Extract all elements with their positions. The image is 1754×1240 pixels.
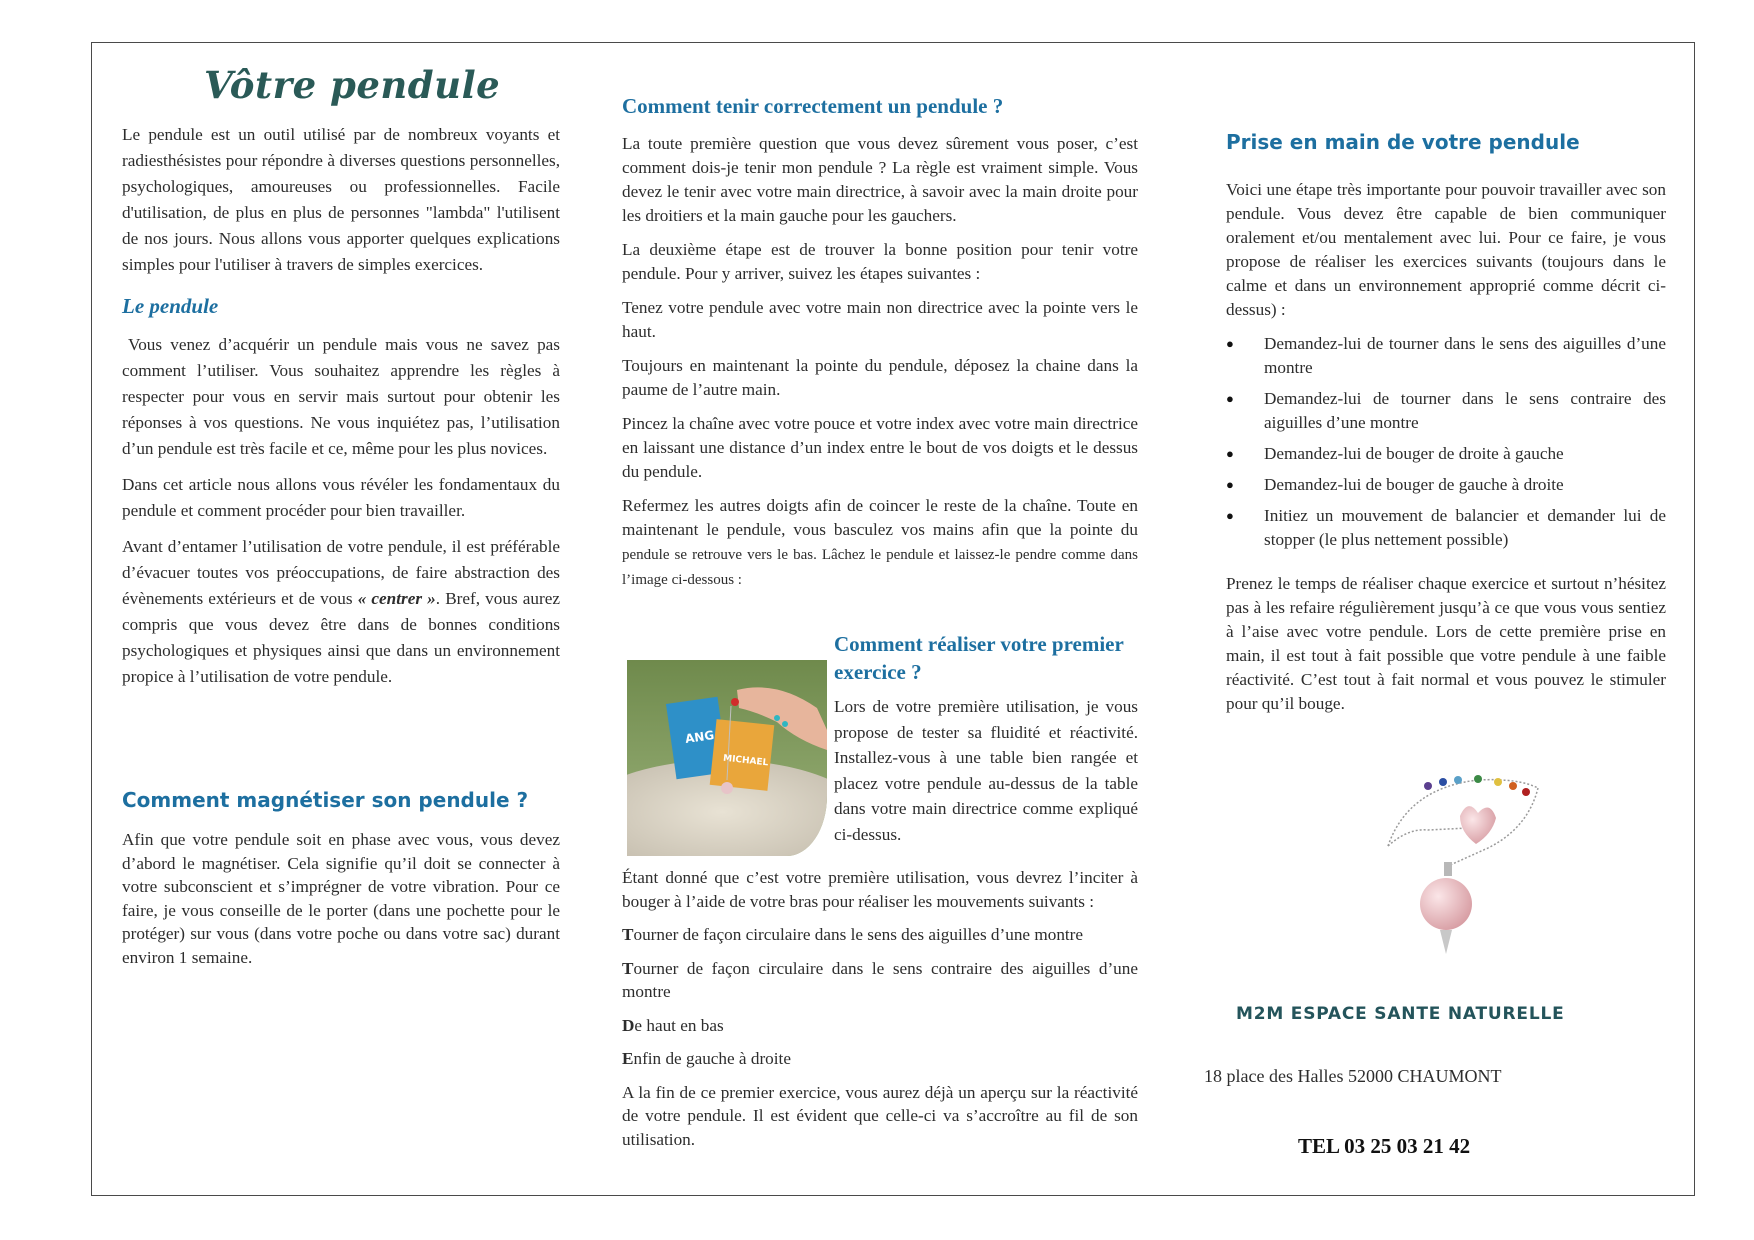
- emphasis-centrer: « centrer »: [357, 589, 436, 608]
- business-phone: TEL 03 25 03 21 42: [1298, 1134, 1471, 1158]
- page-title: Vôtre pendule: [204, 63, 501, 107]
- photo-box-label-1: ANG: [684, 728, 716, 746]
- photo-box-label-2: MICHAEL: [722, 753, 769, 769]
- heading-le-pendule: Le pendule: [122, 294, 219, 318]
- column-middle: [622, 92, 1138, 602]
- text-segment-small: pendule se retrouve vers le bas. Lâchez le pendule et laissez-le pendre comme dans l’image ci-dessous :: [622, 547, 1138, 588]
- paragraph-pratique: Prenez le temps de réaliser chaque exercice et surtout n’hésitez pas à les refaire régulièrement jusqu’à ce que vous vous sentiez à l’aise avec votre pendule. Lors de cette première prise en main, il est tout à fait possible que votre pendule à une faible réactivité. C’est tout à fait normal et vous pouvez le stimuler pour qu’il bouge.: [1226, 574, 1666, 713]
- step-4: [622, 494, 1138, 592]
- paragraph-position: La deuxième étape est de trouver la bonne position pour tenir votre pendule. Pour y arriver, suivez les étapes suivantes :: [622, 240, 1138, 283]
- movements-section: [622, 866, 1138, 1161]
- column-left: [122, 62, 560, 979]
- pendulum-photo: [627, 660, 827, 856]
- list-item: ● Demandez-lui de bouger de gauche à droite: [1226, 473, 1666, 497]
- exercise-section: [834, 630, 1138, 857]
- movement-3: De haut en bas: [622, 1015, 724, 1035]
- column-right: [1226, 128, 1666, 726]
- step-3: Pincez la chaîne avec votre pouce et votre index avec votre main directrice en laissant une distance d’un index entre le bout de vos doigts et le dessus du pendule.: [622, 414, 1138, 481]
- step-2: Toujours en maintenant la pointe du pendule, déposez la chaine dans la paume de l’autre main.: [622, 356, 1138, 399]
- paragraph-magnetiser: Afin que votre pendule soit en phase avec vous, vous devez d’abord le magnétiser. Cela signifie qu’il doit se connecter à votre subconscient et s’imprégner de votre vibration. Pour ce faire, je vous conseille de le porter (dans une pochette pour le protéger) sur vous (dans votre poche ou dans votre sac) durant environ 1 semaine.: [122, 830, 560, 967]
- paragraph-conclusion: A la fin de ce premier exercice, vous aurez déjà un aperçu sur la réactivité de votre pendule. Il est évident que celle-ci va s’accroître au fil de son utilisation.: [622, 1082, 1138, 1149]
- paragraph-question: La toute première question que vous devez sûrement vous poser, c’est comment dois-je tenir mon pendule ? La règle est vraiment simple. Vous devez le tenir avec votre main directrice, à savoir avec la main droite pour les droitiers et la main gauche pour les gauchers.: [622, 134, 1138, 225]
- text-segment: Refermez les autres doigts afin de coincer le reste de la chaîne. Toute en maintenant le pendule, vous basculez vos mains afin que la pointe du: [622, 496, 1138, 539]
- paragraph-acquisition: Vous venez d’acquérir un pendule mais vous ne savez pas comment l’utiliser. Vous souhaitez apprendre les règles à respecter pour vous en servir mais surtout pour obtenir les réponses à vos questions. Ne vous inquiétez pas, l’utilisation d’un pendule est très facile et ce, même pour les plus novices.: [122, 335, 560, 458]
- movement-2: Tourner de façon circulaire dans le sens contraire des aiguilles d’une montre: [622, 958, 1138, 1001]
- paragraph-fondamentaux: Dans cet article nous allons vous révéler les fondamentaux du pendule et comment procéder pour bien travailler.: [122, 475, 560, 520]
- text-segment: Avant d’entamer l’utilisation de votre pendule, il est préférable d’évacuer toutes vos préoccupations, de faire abstraction des évènements extérieurs et de vous: [122, 537, 560, 608]
- movement-1: Tourner de façon circulaire dans le sens des aiguilles d’une montre: [622, 925, 1084, 944]
- business-address: 18 place des Halles 52000 CHAUMONT: [1204, 1066, 1502, 1086]
- exercise-list: [1226, 332, 1666, 552]
- list-item: ● Demandez-lui de tourner dans le sens des aiguilles d’une montre: [1226, 332, 1666, 380]
- step-1: Tenez votre pendule avec votre main non directrice avec la pointe vers le haut.: [622, 298, 1138, 341]
- list-item: ● Demandez-lui de tourner dans le sens contraire des aiguilles d’une montre: [1226, 387, 1666, 435]
- list-item: ● Demandez-lui de bouger de droite à gauche: [1226, 442, 1666, 466]
- paragraph-mouvements: Étant donné que c’est votre première utilisation, vous devrez l’inciter à bouger à l’aide de votre bras pour réaliser les mouvements suivants :: [622, 868, 1138, 911]
- paragraph-preparation: [122, 534, 560, 690]
- paragraph-premiere-utilisation: Lors de votre première utilisation, je vous propose de tester sa fluidité et réactivité. Installez-vous à une table bien rangée et placez votre pendule au-dessus de la table dans votre main directrice comme expliqué ci-dessus.: [834, 697, 1138, 844]
- heading-tenir: Comment tenir correctement un pendule ?: [622, 94, 1004, 118]
- business-name: M2M ESPACE SANTE NATURELLE: [1236, 1004, 1565, 1024]
- paragraph-communication: Voici une étape très importante pour pouvoir travailler avec son pendule. Vous devez être capable de bien communiquer oralement et/ou mentalement avec lui. Pour ce faire, je vous propose de réaliser les exercices suivants (toujours dans le calme et dans un environnement approprié comme décrit ci-dessus) :: [1226, 180, 1666, 319]
- heading-premier-exercice: Comment réaliser votre premier exercice ?: [834, 632, 1124, 684]
- heading-magnetiser: Comment magnétiser son pendule ?: [122, 788, 529, 812]
- movement-4: Enfin de gauche à droite: [622, 1049, 791, 1068]
- intro-paragraph: Le pendule est un outil utilisé par de nombreux voyants et radiesthésistes pour répondre à diverses questions personnelles, psychologiques, amoureuses ou professionnelles. Facile d'utilisation, de plus en plus de personnes "lambda" l'utilisent de nos jours. Nous allons vous apporter quelques explications simples pour l'utiliser à travers de simples exercices.: [122, 125, 560, 274]
- text-segment: . Bref, vous aurez compris que vous devez être dans de bonnes conditions psychologiques et physiques ainsi que dans un environnement propice à l’utilisation de votre pendule.: [122, 589, 560, 686]
- pendulum-product-image: [1368, 768, 1618, 978]
- heading-prise-en-main: Prise en main de votre pendule: [1226, 130, 1580, 154]
- list-item: ● Initiez un mouvement de balancier et demander lui de stopper (le plus nettement possible): [1226, 504, 1666, 552]
